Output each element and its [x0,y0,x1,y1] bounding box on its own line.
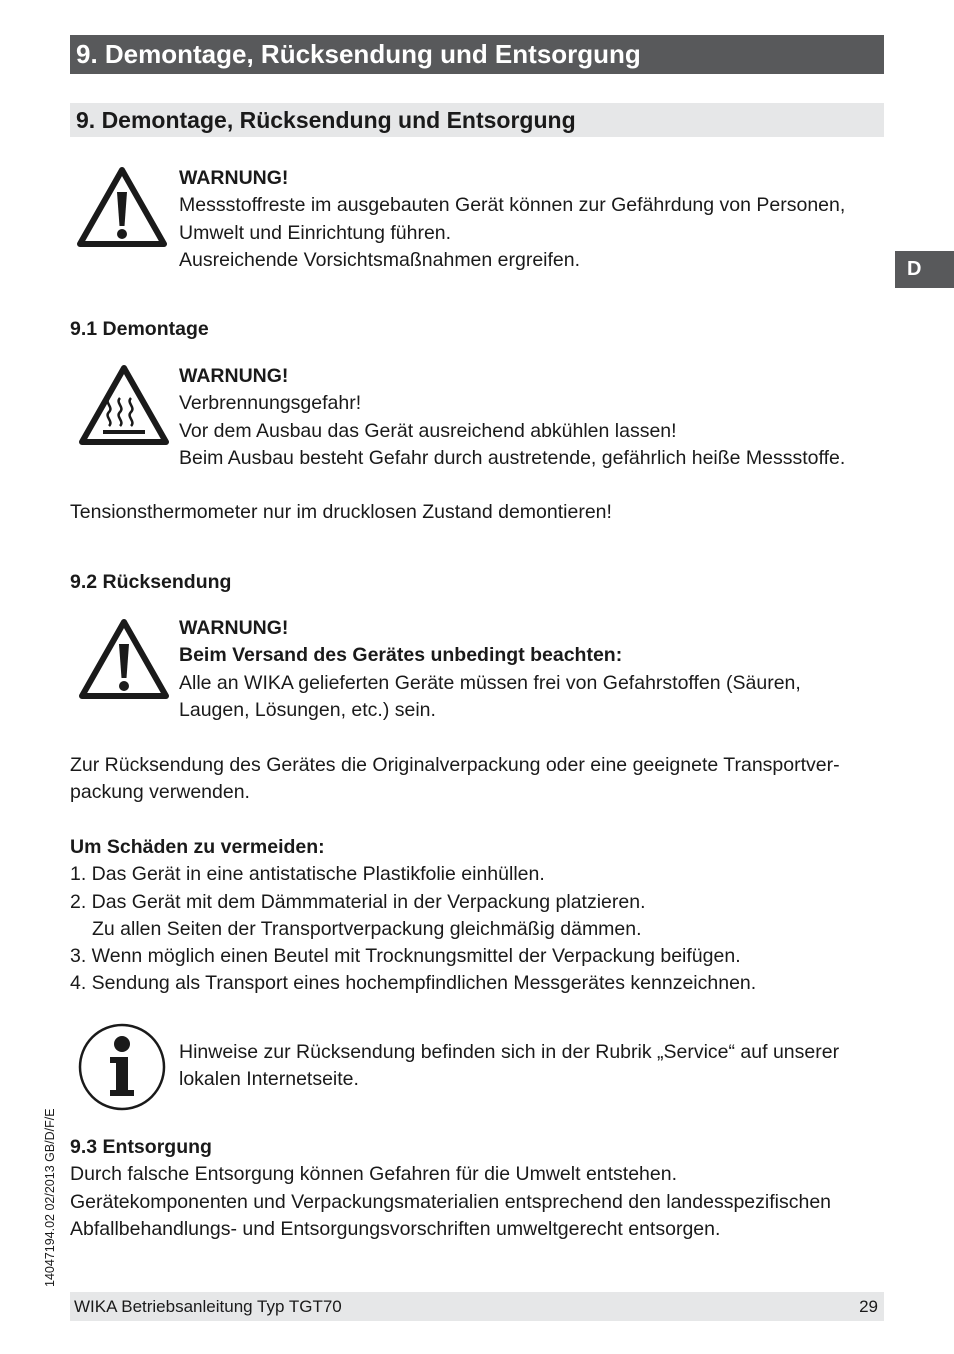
warning-text-line: Verbrennungsgefahr! [179,392,362,415]
list-item: 1. Das Gerät in eine antistatische Plastikfolie einhüllen. [70,863,545,886]
footer-text: WIKA Betriebsanleitung Typ TGT70 [74,1297,342,1316]
paragraph-ruecksendung [70,752,840,807]
paragraph-line: Durch falsche Entsorgung können Gefahren für die Umwelt entstehen. [70,1163,678,1186]
warning-text-line: Vor dem Ausbau das Gerät ausreichend abkühlen lassen! [179,419,677,442]
warning-text-line: Messstoffreste im ausgebauten Gerät können zur Gefährdung von Personen, [179,194,846,217]
paragraph-line: packung verwenden. [70,781,250,804]
paragraph-line: Gerätekomponenten und Verpackungsmaterialien entsprechend den landesspezifischen [70,1190,832,1213]
warning-title: WARNUNG! [179,617,289,639]
info-text-line: Hinweise zur Rücksendung befinden sich in der Rubrik „Service“ auf unserer [179,1041,840,1063]
warning-triangle-icon [78,618,170,700]
info-block [179,1039,839,1094]
list-item: 4. Sendung als Transport eines hochempfindlichen Messgerätes kennzeichnen. [70,972,757,995]
language-tab [895,251,954,288]
section-title-bar [70,103,884,137]
warning-title: WARNUNG! [179,365,289,387]
footer-bar [70,1292,884,1321]
warning-text-line: Umwelt und Einrichtung führen. [179,221,452,244]
heading-9-3: 9.3 Entsorgung [70,1136,212,1158]
paragraph-demontage: Tensionsthermometer nur im drucklosen Zustand demontieren! [70,501,612,523]
warning-block-3 [179,615,801,724]
info-text-line: lokalen Internetseite. [179,1068,359,1091]
damage-prevention-list [70,834,756,998]
section-title: 9. Demontage, Rücksendung und Entsorgung [76,107,576,133]
warning-text-line: Beim Ausbau besteht Gefahr durch austretende, gefährlich heiße Messstoffe. [179,446,846,469]
paragraph-line: Abfallbehandlungs- und Entsorgungsvorschriften umweltgerecht entsorgen. [70,1217,721,1240]
warning-triangle-icon [76,166,168,248]
chapter-title: 9. Demontage, Rücksendung und Entsorgung [76,39,641,69]
list-heading: Um Schäden zu vermeiden: [70,836,325,858]
list-item: 2. Das Gerät mit dem Dämmmaterial in der Verpackung platzieren. [70,890,646,913]
warning-block-2 [179,363,845,472]
warning-text-line: Laugen, Lösungen, etc.) sein. [179,698,436,721]
language-tab-label: D [907,258,922,280]
document-id: 14047194.02 02/2013 GB/D/F/E [43,1108,57,1287]
list-item: 3. Wenn möglich einen Beutel mit Trocknungsmittel der Verpackung beifügen. [70,945,741,968]
warning-subtitle: Beim Versand des Gerätes unbedingt beachten: [179,644,623,667]
warning-title: WARNUNG! [179,167,289,189]
chapter-title-bar [70,35,884,74]
warning-text-line: Ausreichende Vorsichtsmaßnahmen ergreifen. [179,248,581,271]
heading-9-1: 9.1 Demontage [70,318,209,340]
list-item-continuation: Zu allen Seiten der Transportverpackung gleichmäßig dämmen. [92,917,642,940]
heading-9-2: 9.2 Rücksendung [70,571,232,593]
warning-block-1 [179,165,845,274]
hot-surface-icon [78,364,170,446]
warning-text-line: Alle an WIKA gelieferten Geräte müssen frei von Gefahrstoffen (Säuren, [179,671,801,694]
section-entsorgung [70,1134,831,1243]
paragraph-line: Zur Rücksendung des Gerätes die Originalverpackung oder eine geeignete Transportver- [70,754,840,776]
page-number: 29 [859,1297,878,1316]
info-icon [77,1022,167,1112]
